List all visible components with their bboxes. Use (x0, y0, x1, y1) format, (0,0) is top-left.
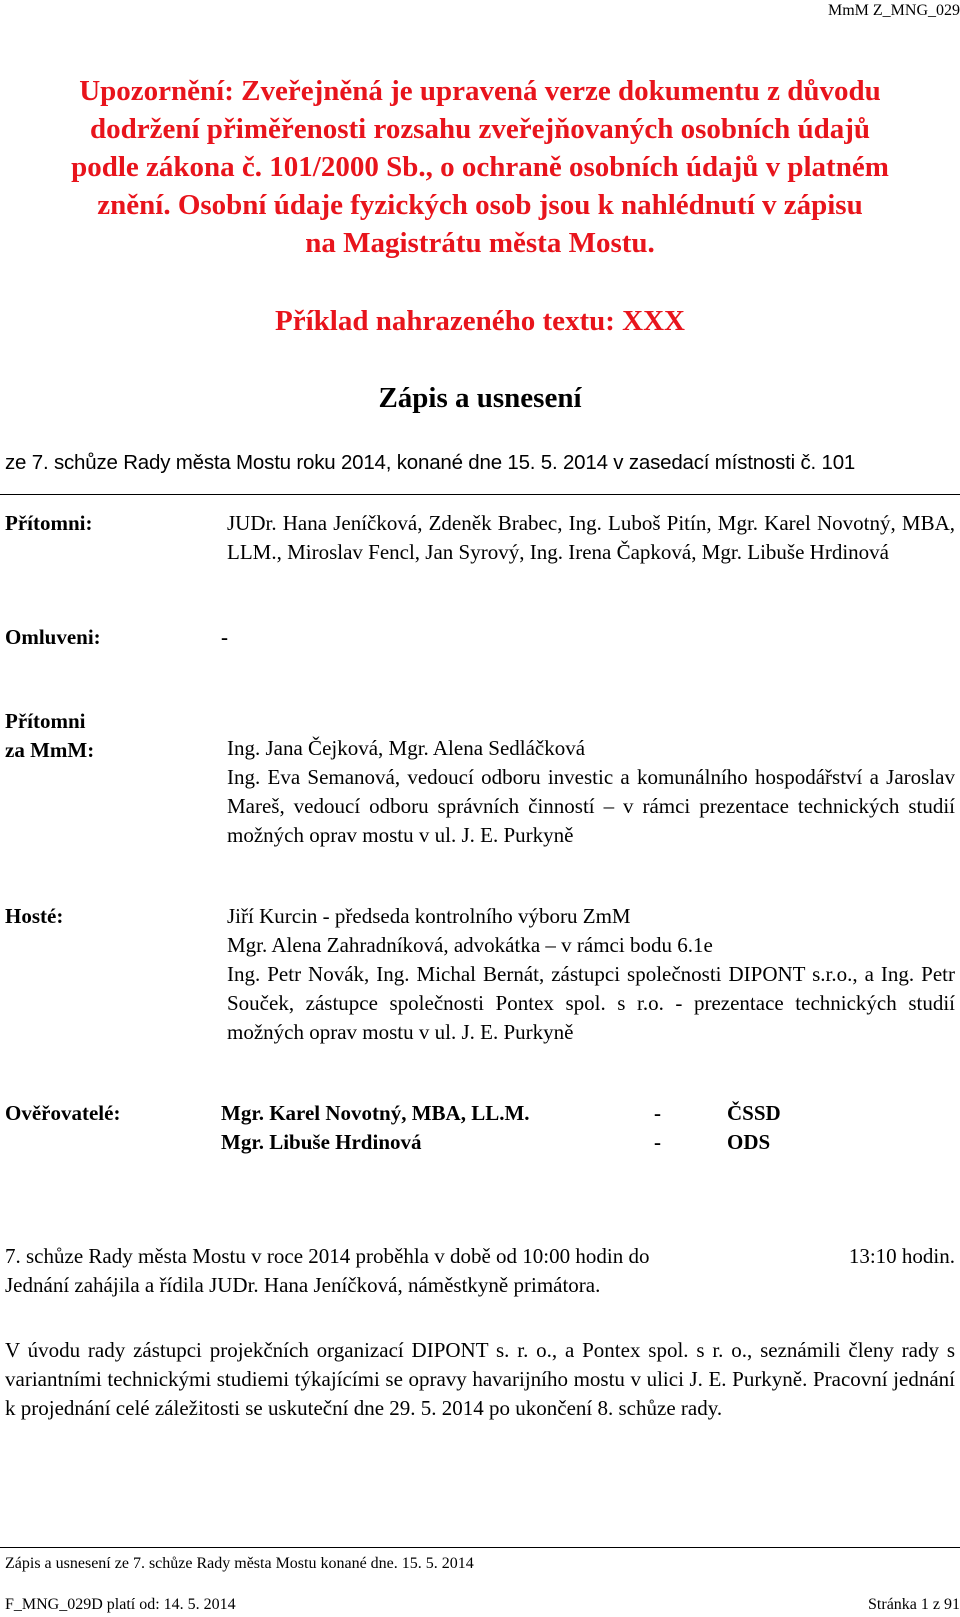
present-mmm-list (227, 734, 955, 850)
guests-label: Hosté: (5, 904, 64, 928)
meeting-subtitle: ze 7. schůze Rady města Mostu roku 2014, konané dne 15. 5. 2014 v zasedací místnosti č. 101 (5, 451, 856, 474)
notice-line: na Magistrátu města Mostu. (305, 227, 655, 259)
notice-line: Upozornění: Zveřejněná je upravená verze dokumentu z důvodu (79, 75, 881, 107)
document-code: MmM Z_MNG_029 (827, 2, 960, 19)
verifier-party: ČSSD (727, 1101, 781, 1125)
notice-line: znění. Osobní údaje fyzických osob jsou k nahlédnutí v zápisu (97, 189, 863, 221)
verifier-name: Mgr. Karel Novotný, MBA, LL.M. (221, 1101, 530, 1125)
notice-line: dodržení přiměřenosti rozsahu zveřejňovaných osobních údajů (89, 113, 871, 145)
footer-form-code: F_MNG_029D platí od: 14. 5. 2014 (5, 1596, 236, 1613)
notice-line: podle zákona č. 101/2000 Sb., o ochraně osobních údajů v platném (71, 151, 889, 183)
meeting-end-time: 13:10 hodin. (848, 1244, 955, 1268)
present-mmm-label-line: Přítomni (5, 709, 86, 733)
intro-paragraph: V úvodu rady zástupci projekčních organizací DIPONT s. r. o., a Pontex spol. s r. o., seznámili členy rady s variantními technickými studiemi týkajícími se opravy havarijního mostu v ulici J. E. Purkyně. Pracovní jednání k projednání celé záležitosti se uskuteční dne 29. 5. 2014 po ukončení 8. schůze rady. (5, 1338, 955, 1420)
present-mmm-label (5, 707, 94, 765)
verifier-separator: - (654, 1130, 661, 1154)
guest-line: Jiří Kurcin - předseda kontrolního výboru ZmM (227, 904, 631, 928)
footer-title: Zápis a usnesení ze 7. schůze Rady města Mostu konané dne. 15. 5. 2014 (5, 1555, 474, 1572)
verifiers-label: Ověřovatelé: (5, 1101, 121, 1125)
meeting-chair-text: Jednání zahájila a řídila JUDr. Hana Jeníčková, náměstkyně primátora. (5, 1273, 601, 1297)
present-mmm-label-line: za MmM: (5, 738, 95, 762)
guest-line: Ing. Petr Novák, Ing. Michal Bernát, zástupci společnosti DIPONT s.r.o., a Ing. Petr Souček, zástupce společnosti Pontex spol. s r.o. - prezentace technických studií možných oprav mostu v ul. J. E. Purkyně (227, 962, 955, 1044)
meeting-time-text: 7. schůze Rady města Mostu v roce 2014 proběhla v době od 10:00 hodin do (5, 1244, 650, 1268)
excused-value: - (221, 625, 228, 649)
verifier-separator: - (654, 1101, 661, 1125)
excused-label: Omluveni: (5, 625, 101, 649)
header-divider (0, 494, 960, 495)
privacy-notice (0, 72, 960, 262)
verifier-name: Mgr. Libuše Hrdinová (221, 1130, 422, 1154)
meeting-time-paragraph (5, 1242, 955, 1300)
verifier-party: ODS (727, 1130, 771, 1154)
footer-divider (0, 1547, 960, 1548)
present-mmm-line: Ing. Jana Čejková, Mgr. Alena Sedláčková (227, 736, 586, 760)
replaced-text-example: Příklad nahrazeného textu: XXX (274, 305, 685, 337)
present-mmm-line: Ing. Eva Semanová, vedoucí odboru investic a komunálního hospodářství a Jaroslav Mareš, vedoucí odboru správních činností – v rámci prezentace technických studií možných oprav mostu v ul. J. E. Purkyně (227, 765, 955, 847)
guests-list (227, 902, 955, 1047)
page-number: Stránka 1 z 91 (868, 1596, 960, 1613)
document-title: Zápis a usnesení (378, 382, 582, 414)
guest-line: Mgr. Alena Zahradníková, advokátka – v rámci bodu 6.1e (227, 933, 713, 957)
present-label: Přítomni: (5, 511, 93, 535)
present-members: JUDr. Hana Jeníčková, Zdeněk Brabec, Ing. Luboš Pitín, Mgr. Karel Novotný, MBA, LLM., Miroslav Fencl, Jan Syrový, Ing. Irena Čapková, Mgr. Libuše Hrdinová (227, 511, 955, 564)
